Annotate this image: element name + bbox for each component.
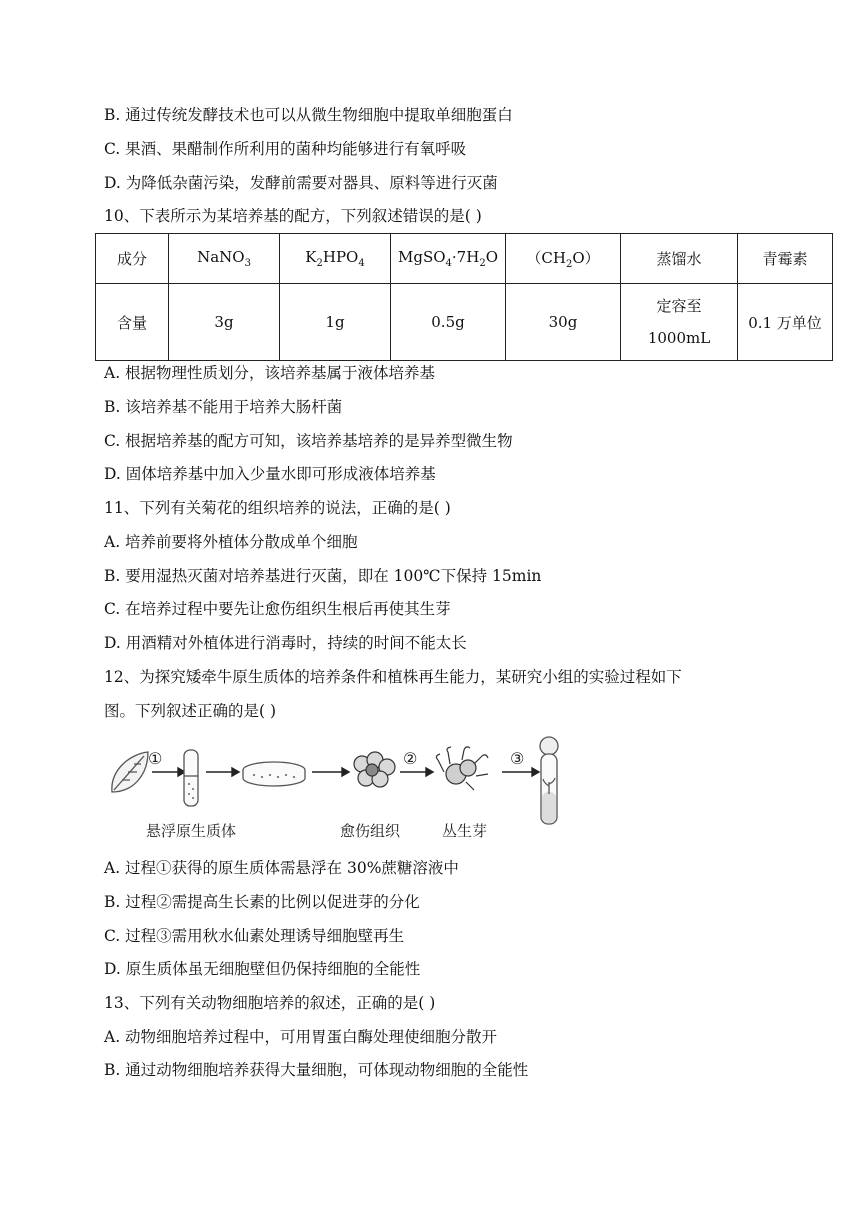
table-cell: 0.1 万单位 xyxy=(738,284,833,361)
table-row xyxy=(96,234,833,284)
plantlet-tube-icon xyxy=(540,737,558,824)
arrow-icon xyxy=(152,768,185,776)
q10-option-c: C. 根据培养基的配方可知，该培养基培养的是异养型微生物 xyxy=(104,432,513,450)
q11-option-c: C. 在培养过程中要先让愈伤组织生根后再使其生芽 xyxy=(104,600,451,618)
q9-option-c: C. 果酒、果醋制作所利用的菌种均能够进行有氧呼吸 xyxy=(104,140,467,158)
table-header-nano3: NaNO$_3$ xyxy=(169,234,280,284)
table-header-ch2o: $(CH_2O)$ xyxy=(506,234,621,284)
callus-icon xyxy=(354,752,395,787)
q12-option-c: C. 过程③需用秋水仙素处理诱导细胞壁再生 xyxy=(104,927,405,945)
q10-option-b: B. 该培养基不能用于培养大肠杆菌 xyxy=(104,398,343,416)
q9-option-d: D. 为降低杂菌污染，发酵前需要对器具、原料等进行灭菌 xyxy=(104,174,498,192)
petri-dish-icon xyxy=(243,762,305,786)
q11-option-b: B. 要用湿热灭菌对培养基进行灭菌，即在 100℃下保持 15min xyxy=(104,567,542,585)
table-cell: 3g xyxy=(169,284,280,361)
table-header-penicillin: 青霉素 xyxy=(738,234,833,284)
table-row xyxy=(96,284,833,361)
q12-stem-line1: 12、为探究矮牵牛原生质体的培养条件和植株再生能力，某研究小组的实验过程如下 xyxy=(104,668,682,686)
suspension-tube-icon xyxy=(184,750,198,806)
table-header-k2hpo4: $K_2HPO_4$ xyxy=(280,234,391,284)
arrow-icon xyxy=(502,768,539,776)
q12-option-b: B. 过程②需提高生长素的比例以促进芽的分化 xyxy=(104,893,420,911)
label-suspended-protoplast: 悬浮原生质体 xyxy=(146,822,237,840)
table-row-label: 含量 xyxy=(96,284,169,361)
label-callus: 愈伤组织 xyxy=(340,822,401,840)
q9-option-b: B. 通过传统发酵技术也可以从微生物细胞中提取单细胞蛋白 xyxy=(104,106,513,124)
q10-option-d: D. 固体培养基中加入少量水即可形成液体培养基 xyxy=(104,465,436,483)
q12-option-a: A. 过程①获得的原生质体需悬浮在 30%蔗糖溶液中 xyxy=(104,859,459,877)
protoplast-culture-figure xyxy=(104,734,584,844)
table-header-label: 成分 xyxy=(96,234,169,284)
table-header-mgso4: $MgSO_4\cdot 7H_2O$ xyxy=(391,234,506,284)
label-shoots: 丛生芽 xyxy=(442,822,488,840)
q13-stem: 13、下列有关动物细胞培养的叙述，正确的是( ) xyxy=(104,994,436,1012)
q11-option-a: A. 培养前要将外植体分散成单个细胞 xyxy=(104,533,358,551)
arrow-icon xyxy=(312,768,349,776)
q12-stem-line2: 图。下列叙述正确的是( ) xyxy=(104,702,277,720)
arrow-icon xyxy=(400,768,433,776)
q10-stem: 10、下表所示为某培养基的配方，下列叙述错误的是( ) xyxy=(104,207,482,225)
step-3-marker: ③ xyxy=(510,749,525,768)
q11-stem: 11、下列有关菊花的组织培养的说法，正确的是( ) xyxy=(104,499,451,517)
table-cell: 1g xyxy=(280,284,391,361)
q13-option-a: A. 动物细胞培养过程中，可用胃蛋白酶处理使细胞分散开 xyxy=(104,1028,498,1046)
table-header-water: 蒸馏水 xyxy=(621,234,738,284)
table-cell: 0.5g xyxy=(391,284,506,361)
arrow-icon xyxy=(206,768,239,776)
table-cell: 30g xyxy=(506,284,621,361)
medium-recipe-table xyxy=(95,233,833,361)
q12-option-d: D. 原生质体虽无细胞壁但仍保持细胞的全能性 xyxy=(104,960,421,978)
step-1-marker: ① xyxy=(148,749,163,768)
shoots-icon xyxy=(436,747,488,790)
table-cell: 定容至 1000mL xyxy=(621,284,738,361)
q13-option-b: B. 通过动物细胞培养获得大量细胞，可体现动物细胞的全能性 xyxy=(104,1061,529,1079)
leaf-icon xyxy=(112,752,148,792)
step-2-marker: ② xyxy=(403,749,418,768)
q11-option-d: D. 用酒精对外植体进行消毒时，持续的时间不能太长 xyxy=(104,634,467,652)
q10-option-a: A. 根据物理性质划分，该培养基属于液体培养基 xyxy=(104,364,436,382)
